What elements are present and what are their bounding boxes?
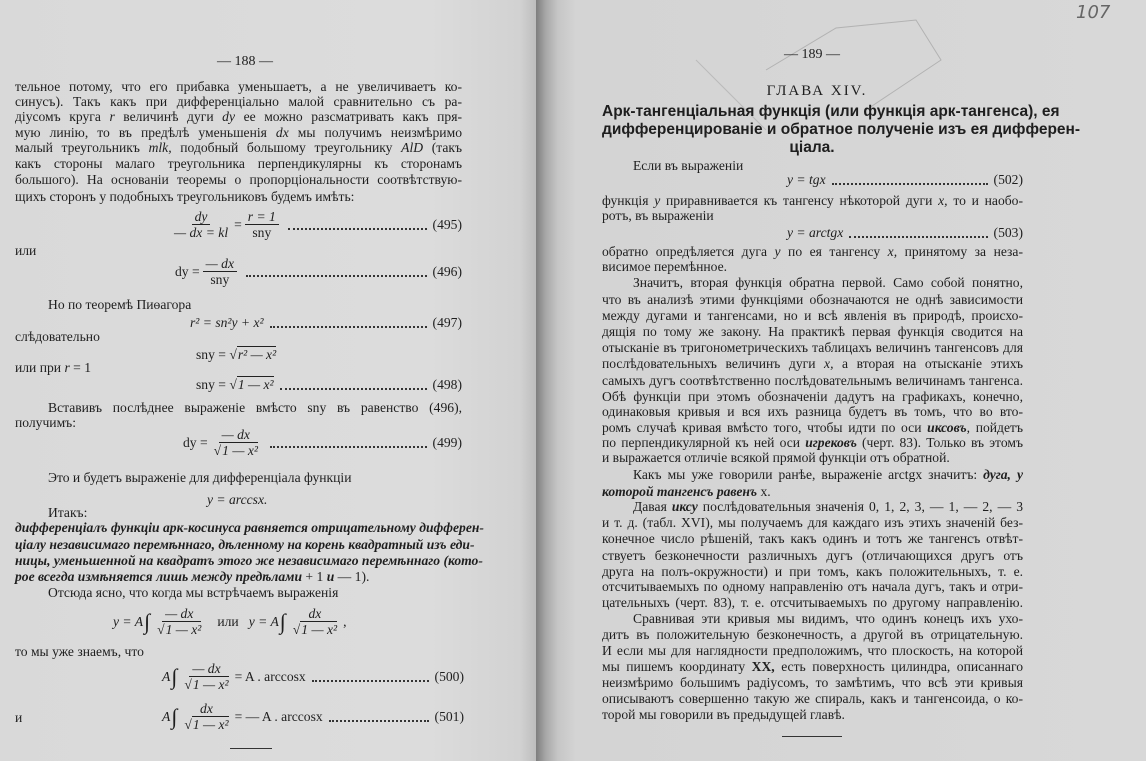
- text-line: [15, 140, 462, 156]
- text-line: [602, 389, 1023, 405]
- text-line: [602, 340, 1023, 356]
- root-sign: √: [292, 622, 301, 637]
- text-segment: XX,: [751, 659, 775, 674]
- text-line: [602, 675, 1023, 691]
- text-line: [602, 595, 1023, 611]
- text-segment: , пойдетъ: [966, 420, 1023, 435]
- text-line: [15, 109, 462, 125]
- page-number: — 189 —: [784, 47, 840, 62]
- text-line: [633, 158, 743, 174]
- text-segment: дящія по тому же закону. На практикѣ первая функція сводится на: [602, 324, 1023, 339]
- integral-sign: ∫: [279, 609, 286, 634]
- text-segment: И если мы для наглядности предположимъ, что плоскость, на которой: [602, 643, 1023, 658]
- text-segment: неизмѣримо большимъ радіусомъ, то замѣтимъ, что всѣ эти кривыя: [602, 675, 1023, 690]
- text-segment: дитъ въ положительную безконечность, а другой въ отрицательную.: [602, 627, 1023, 642]
- or-word: или: [217, 614, 239, 629]
- text-segment: а вторая на отысканіе этихъ: [833, 356, 1023, 371]
- equation-integrals: [113, 607, 346, 637]
- text-segment: отысканіе въ тригонометрическихъ таблицахъ величинъ тангенсовъ для: [602, 340, 1023, 355]
- text-line: [15, 644, 144, 660]
- text-line: [15, 125, 462, 141]
- text-segment: ротъ, въ выраженіи: [602, 208, 714, 223]
- text-segment: Если въ выраженіи: [633, 158, 744, 173]
- equation-number: (496): [432, 264, 462, 279]
- lhs: sny = √: [196, 376, 237, 392]
- text-segment: r: [109, 109, 115, 124]
- text-line: [602, 244, 1023, 260]
- equation-499: [183, 428, 462, 458]
- text-segment: по ея тангенсу: [780, 244, 888, 259]
- denominator: sny: [252, 225, 272, 240]
- text-segment: = 1: [69, 360, 92, 375]
- text-segment: есть поверхность цилиндра, описаннаго: [774, 659, 1023, 674]
- text-line: [15, 415, 76, 431]
- text-line: [602, 643, 1023, 659]
- text-segment: мую линію, то въ предѣлѣ уменьшенія: [15, 125, 276, 140]
- root-sign: √: [184, 717, 192, 732]
- text-line: [602, 579, 1023, 595]
- text-segment: ромъ случаѣ кривая вмѣсто того, чтобы идти по оси: [602, 420, 928, 435]
- end-rule: [230, 748, 272, 749]
- text-segment: x,: [824, 356, 834, 371]
- text-line: [15, 329, 100, 345]
- pencil-sketch: [536, 0, 1146, 200]
- text-line: [602, 484, 771, 500]
- text-line: [15, 243, 36, 259]
- text-segment: ее можно разсматривать какъ пря-: [235, 109, 462, 124]
- text-segment: y: [654, 193, 661, 208]
- text-line: [48, 505, 87, 521]
- text-segment: иксу: [671, 499, 698, 514]
- text-line: [602, 435, 1023, 451]
- equation-503: [787, 225, 1023, 241]
- text-segment: x.: [757, 484, 771, 499]
- lhs: sny = √: [196, 346, 237, 362]
- dot-leader: [832, 183, 988, 185]
- text-segment: щихъ сторонъ у подобныхъ треугольниковъ будемъ имѣть:: [15, 189, 355, 204]
- equation-sqrt: [196, 346, 276, 363]
- expression: r² = sn²y + x²: [190, 315, 264, 330]
- text-segment: иксовъ: [927, 420, 967, 435]
- text-segment: діусомъ круга: [15, 109, 110, 124]
- heading-line: дифференцированіе и обратное полученіе изъ ея дифферен-: [602, 121, 1081, 138]
- text-segment: то и наобо-: [947, 193, 1023, 208]
- text-segment: цательныхъ (черт. 83), т. е. отсчитываемыхъ по другому направленію.: [602, 595, 1023, 610]
- text-line: [602, 531, 1023, 547]
- text-line: [633, 275, 1023, 291]
- heading-line: ціала.: [789, 139, 835, 156]
- equation-502: [787, 172, 1023, 188]
- equals: =: [234, 217, 242, 232]
- equation-number: (495): [432, 217, 462, 232]
- rhs: = A . arccosx: [234, 669, 306, 684]
- text-segment: и: [15, 710, 23, 725]
- text-segment: dx: [275, 125, 289, 140]
- rhs: = — A . arccosx: [234, 709, 323, 724]
- text-segment: конечное число рѣшеній, такъ какъ одинъ и тотъ же тангенсъ отвѣт-: [602, 531, 1023, 546]
- text-line: [15, 360, 91, 376]
- dot-leader: [329, 720, 429, 722]
- text-segment: мы получимъ неизмѣримо: [288, 125, 462, 140]
- numerator: — dx: [203, 257, 237, 272]
- text-line: [48, 470, 351, 486]
- equation-500: [162, 662, 464, 692]
- text-segment: между дугами и тангенсами, но и всѣ явленія въ природѣ, происхо-: [602, 308, 1023, 323]
- equation-497: [190, 315, 462, 331]
- text-segment: или: [15, 243, 37, 258]
- equation-501: [162, 702, 464, 732]
- text-segment: синусъ). Такъ какъ при дифференціально малой сравнительно съ ра-: [15, 94, 462, 109]
- text-segment: Отсюда ясно, что когда мы встрѣчаемъ выраженія: [48, 585, 339, 600]
- text-segment: Но по теоремѣ Пиѳагора: [48, 297, 192, 312]
- dot-leader: [288, 228, 427, 230]
- numerator: — dx: [219, 428, 253, 443]
- text-segment: самыхъ дугъ соотвѣтственно послѣдовательнымъ величинамъ тангенса.: [602, 373, 1023, 388]
- text-line: [602, 515, 1023, 531]
- text-segment: Вставивъ послѣднее выраженіе вмѣсто sny въ равенство (496),: [48, 400, 462, 415]
- equation-number: (503): [993, 225, 1023, 240]
- text-segment: торой мы говорили въ предыдущей главѣ.: [602, 707, 845, 722]
- lhs: dy =: [183, 435, 208, 450]
- text-segment: Итакъ:: [48, 505, 88, 520]
- integral-sign: ∫: [171, 704, 178, 729]
- text-line: [15, 553, 483, 569]
- text-line: [15, 79, 462, 95]
- text-line: [633, 499, 1023, 515]
- radicand: 1 — x²: [192, 677, 229, 692]
- text-segment: игрековъ: [805, 435, 857, 450]
- text-line: [602, 691, 1023, 707]
- expression: y = tgx: [787, 172, 826, 187]
- text-line: [602, 659, 1023, 675]
- text-segment: то мы уже знаемъ, что: [15, 644, 144, 659]
- text-segment: x,: [887, 244, 898, 259]
- equation-number: (498): [432, 376, 462, 392]
- text-line: [15, 94, 462, 110]
- text-segment: друга на полъ-окружности) и при томъ, какъ положительныхъ, т. е.: [602, 564, 1023, 579]
- numerator: dy: [192, 210, 211, 225]
- text-segment: приравнивается къ тангенсу нѣкоторой дуги: [660, 193, 939, 208]
- text-segment: (черт. 83). Только въ этомъ: [856, 435, 1023, 450]
- text-segment: или при: [15, 360, 65, 375]
- lhs: A: [162, 709, 171, 724]
- equation-number: (500): [434, 669, 464, 684]
- numerator: — dx: [162, 607, 196, 622]
- text-segment: висимое перемѣнное.: [602, 259, 728, 274]
- equation-number: (497): [432, 315, 462, 330]
- text-segment: x,: [938, 193, 948, 208]
- text-segment: ствуетъ безконечности различныхъ дугъ (отличающихся другъ отъ: [602, 548, 1023, 563]
- text-segment: и т. д. (табл. XVI), мы получаемъ для каждаго изъ этихъ значеній без-: [602, 515, 1023, 530]
- right-page: [536, 0, 1146, 761]
- equation-number: (502): [993, 172, 1023, 187]
- heading-line: Арк-тангенціальная функція (или функція арк-тангенса), ея: [602, 103, 1060, 120]
- dot-leader: [849, 236, 987, 238]
- text-line: [48, 585, 338, 601]
- text-line: [15, 520, 484, 536]
- numerator: dx: [197, 702, 216, 717]
- text-line: [15, 537, 475, 553]
- text-segment: и выражается отличіе всякой прямой функціи отъ обратной.: [602, 450, 950, 465]
- text-segment: Значитъ, вторая функція обратна первой. Само собой понятно,: [633, 275, 1023, 290]
- radicand: 1 — x²: [222, 443, 258, 458]
- end-rule: [782, 736, 842, 737]
- text-segment: Какъ мы уже говорили ранѣе, выраженіе arctgx значитъ:: [633, 467, 984, 482]
- text-segment: подобный большому треугольнику: [171, 140, 402, 155]
- lhs: y = A: [248, 614, 279, 629]
- text-segment: (такъ: [423, 140, 463, 155]
- expression: y = arctgx: [787, 225, 844, 240]
- text-line: [602, 373, 1023, 389]
- text-segment: тельное потому, что его прибавка уменьшаетъ, а не увеличиваетъ ко-: [15, 79, 462, 94]
- dot-leader: [270, 326, 427, 328]
- text-line: [602, 450, 950, 466]
- text-line: [602, 324, 1023, 340]
- lhs: y = A: [113, 614, 144, 629]
- left-page: [0, 0, 536, 761]
- text-segment: получимъ:: [15, 415, 76, 430]
- radicand: 1 — x²: [237, 377, 274, 392]
- text-segment: Это и будетъ выраженіе для дифференціала функціи: [48, 470, 352, 485]
- lhs: A: [162, 669, 171, 684]
- text-segment: AlD: [401, 140, 424, 155]
- text-line: [15, 156, 462, 172]
- page-number: — 188 —: [217, 54, 273, 69]
- text-line: [602, 208, 714, 224]
- text-line: [602, 420, 1023, 436]
- text-segment: обратно опредѣляется дуга: [602, 244, 775, 259]
- dot-leader: [270, 446, 427, 448]
- text-segment: y: [774, 244, 781, 259]
- text-segment: слѣдовательно: [15, 329, 100, 344]
- text-line: [602, 259, 727, 275]
- root-sign: √: [184, 677, 192, 692]
- text-segment: послѣдовательныя значенія 0, 1, 2, 3, — 1, — 2, — 3: [697, 499, 1023, 514]
- numerator: dx: [306, 607, 325, 622]
- text-line: [602, 404, 1023, 420]
- text-segment: и: [323, 569, 338, 584]
- text-line: [15, 710, 22, 726]
- text-segment: принятому за неза-: [897, 244, 1023, 259]
- lhs: dy =: [175, 264, 200, 279]
- text-line: [602, 707, 845, 723]
- radicand: 1 — x²: [301, 622, 338, 637]
- text-segment: + 1: [305, 569, 324, 584]
- text-line: [602, 308, 1023, 324]
- text-segment: функція: [602, 193, 655, 208]
- text-line: [602, 564, 1023, 580]
- text-segment: мы пишемъ координату: [602, 659, 752, 674]
- text-segment: дуга, у: [983, 467, 1023, 482]
- text-segment: дифференціалъ функціи арк-косинуса равняется отрицательному дифферен-: [15, 520, 484, 535]
- equation-number: (501): [434, 709, 464, 724]
- text-segment: которой тангенсъ равенъ: [602, 484, 758, 499]
- equation-number: (499): [432, 435, 462, 450]
- dot-leader: [280, 388, 427, 390]
- text-segment: ницы, уменьшенной на квадратъ этого же независимаго перемѣннаго (кото-: [15, 553, 483, 568]
- text-segment: ціалу независимаго перемѣннаго, дѣленному на корень квадратный изъ еди-: [15, 537, 475, 552]
- equation-496: [175, 257, 462, 287]
- integral-sign: ∫: [171, 664, 178, 689]
- text-segment: величинѣ дуги: [114, 109, 223, 124]
- numerator: r = 1: [245, 210, 279, 225]
- root-sign: √: [157, 622, 165, 637]
- text-line: [48, 297, 191, 313]
- denominator: — dx = kl: [174, 225, 229, 240]
- denominator: sny: [210, 272, 230, 287]
- text-segment: отсчитываемыхъ по одному направленію отъ начала дугъ, такъ и отри-: [602, 579, 1023, 594]
- integral-sign: ∫: [144, 609, 151, 634]
- text-line: [602, 548, 1023, 564]
- radicand: 1 — x²: [165, 622, 202, 637]
- handwritten-number: 107: [1076, 2, 1111, 23]
- numerator: — dx: [189, 662, 223, 677]
- equation-495: [168, 210, 462, 240]
- text-segment: Давая: [633, 499, 672, 514]
- dot-leader: [246, 275, 427, 277]
- text-segment: описываютъ совершенно такую же спираль, какъ и тангенсоида, о ко-: [602, 691, 1023, 706]
- text-line: [48, 400, 462, 416]
- chapter-title: ГЛАВА XIV.: [766, 83, 868, 99]
- text-line: [602, 193, 1023, 209]
- comma: ,: [343, 614, 347, 629]
- text-line: [602, 292, 1023, 308]
- text-segment: одинаковыя кривыя и вся ихъ разница будетъ въ томъ, что во вто-: [602, 404, 1023, 419]
- text-line: [602, 627, 1023, 643]
- text-segment: dy: [222, 109, 236, 124]
- radicand: r² — x²: [237, 347, 277, 362]
- text-segment: что въ анализѣ этими функціями обозначаются не однѣ зависимости: [602, 292, 1023, 307]
- text-segment: малый треугольникъ: [15, 140, 149, 155]
- text-segment: послѣдовательныхъ величинъ дуги: [602, 356, 825, 371]
- text-segment: r: [64, 360, 70, 375]
- text-line: [602, 356, 1023, 372]
- equation-arccos: [207, 492, 267, 508]
- expression: y = arccsx.: [207, 492, 268, 507]
- text-line: [633, 467, 1023, 483]
- text-line: [15, 189, 354, 205]
- text-segment: Сравнивая эти кривыя мы видимъ, что одинъ конецъ ихъ ухо-: [633, 611, 1023, 626]
- text-line: [15, 172, 462, 188]
- text-segment: Обѣ функціи при этомъ обозначеніи дадутъ на графикахъ, конечно,: [602, 389, 1023, 404]
- equation-498: [196, 376, 462, 393]
- dot-leader: [312, 680, 429, 682]
- radicand: 1 — x²: [192, 717, 229, 732]
- text-line: [15, 569, 369, 585]
- text-segment: большого). На основаніи теоремы о пропорціональности соотвѣтствую-: [15, 172, 462, 187]
- text-segment: рое всегда измѣняется лишь между предѣлами: [15, 569, 306, 584]
- text-segment: какъ стороны малаго треугольника перпендикулярны къ сторонамъ: [15, 156, 462, 171]
- root-sign: √: [213, 443, 222, 458]
- text-line: [633, 611, 1023, 627]
- text-segment: по перпендикулярной къ ней оси: [602, 435, 806, 450]
- text-segment: mlk,: [148, 140, 172, 155]
- text-segment: — 1).: [337, 569, 370, 584]
